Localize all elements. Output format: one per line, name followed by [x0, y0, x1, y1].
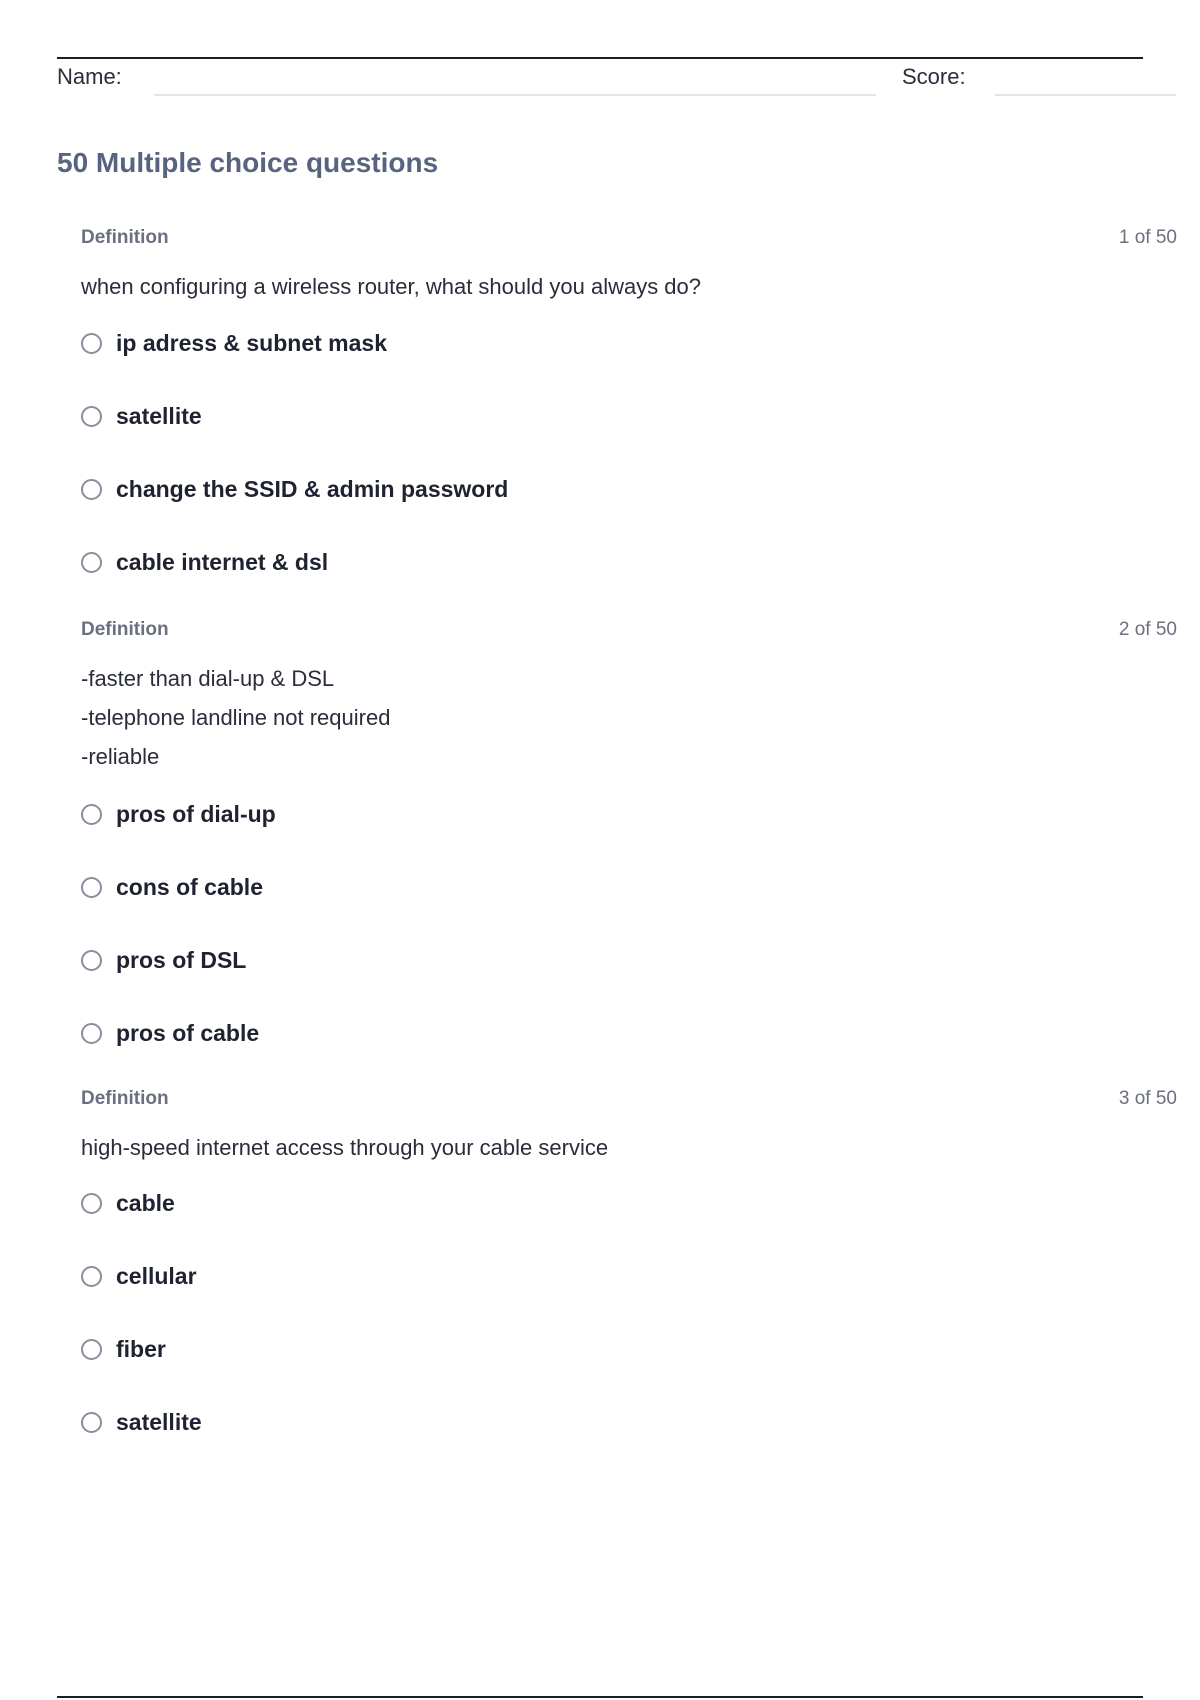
radio-button-icon[interactable]	[81, 1266, 102, 1287]
radio-button-icon[interactable]	[81, 950, 102, 971]
question-prompt	[81, 1128, 608, 1167]
answer-option[interactable]	[81, 544, 328, 580]
answer-option[interactable]	[81, 471, 508, 507]
question-counter: 2 of 50	[1118, 619, 1177, 640]
answer-option-label: pros of cable	[116, 1019, 260, 1046]
radio-button-icon[interactable]	[81, 804, 102, 825]
name-label: Name:	[57, 64, 122, 89]
prompt-line: -faster than dial-up & DSL	[81, 666, 335, 691]
prompt-line: -reliable	[81, 744, 160, 769]
question-counter: 3 of 50	[1118, 1088, 1177, 1109]
radio-button-icon[interactable]	[81, 406, 102, 427]
answer-option-label: ip adress & subnet mask	[116, 329, 387, 356]
radio-button-icon[interactable]	[81, 1339, 102, 1360]
answer-option[interactable]	[81, 1185, 175, 1221]
radio-button-icon[interactable]	[81, 1412, 102, 1433]
answer-option-label: fiber	[116, 1335, 166, 1362]
answer-option[interactable]	[81, 1404, 202, 1440]
question-2	[81, 619, 1177, 1059]
question-3	[81, 1088, 1177, 1448]
answer-option-label: cable internet & dsl	[116, 548, 329, 575]
header-row	[57, 62, 1177, 98]
bottom-rule	[57, 1696, 1143, 1698]
answer-option-label: pros of dial-up	[116, 800, 276, 827]
prompt-line: when configuring a wireless router, what should you always do?	[81, 274, 702, 299]
answer-option-label: satellite	[116, 1408, 202, 1435]
score-field-line[interactable]	[995, 94, 1176, 96]
answer-option-label: change the SSID & admin password	[116, 475, 509, 502]
radio-button-icon[interactable]	[81, 479, 102, 500]
question-prompt	[81, 659, 390, 776]
question-type-label: Definition	[81, 227, 169, 248]
section-title: 50 Multiple choice questions	[57, 147, 439, 178]
answer-option[interactable]	[81, 869, 263, 905]
score-label: Score:	[902, 64, 966, 89]
answer-option-label: pros of DSL	[116, 946, 247, 973]
question-counter: 1 of 50	[1118, 227, 1177, 248]
prompt-line: -telephone landline not required	[81, 705, 391, 730]
question-1	[81, 227, 1177, 587]
answer-option[interactable]	[81, 1258, 197, 1294]
answer-option-label: satellite	[116, 402, 202, 429]
answer-option-label: cable	[116, 1189, 175, 1216]
radio-button-icon[interactable]	[81, 1193, 102, 1214]
name-field-line[interactable]	[154, 94, 876, 96]
prompt-line: high-speed internet access through your cable service	[81, 1135, 609, 1160]
answer-option[interactable]	[81, 796, 276, 832]
answer-option[interactable]	[81, 398, 202, 434]
radio-button-icon[interactable]	[81, 877, 102, 898]
answer-option[interactable]	[81, 325, 387, 361]
answer-option-label: cons of cable	[116, 873, 263, 900]
answer-option[interactable]	[81, 1331, 166, 1367]
radio-button-icon[interactable]	[81, 333, 102, 354]
top-rule	[57, 57, 1143, 59]
answer-option[interactable]	[81, 942, 246, 978]
question-type-label: Definition	[81, 1088, 169, 1109]
question-type-label: Definition	[81, 619, 169, 640]
question-prompt	[81, 267, 701, 306]
radio-button-icon[interactable]	[81, 1023, 102, 1044]
answer-option-label: cellular	[116, 1262, 197, 1289]
answer-option[interactable]	[81, 1015, 259, 1051]
radio-button-icon[interactable]	[81, 552, 102, 573]
